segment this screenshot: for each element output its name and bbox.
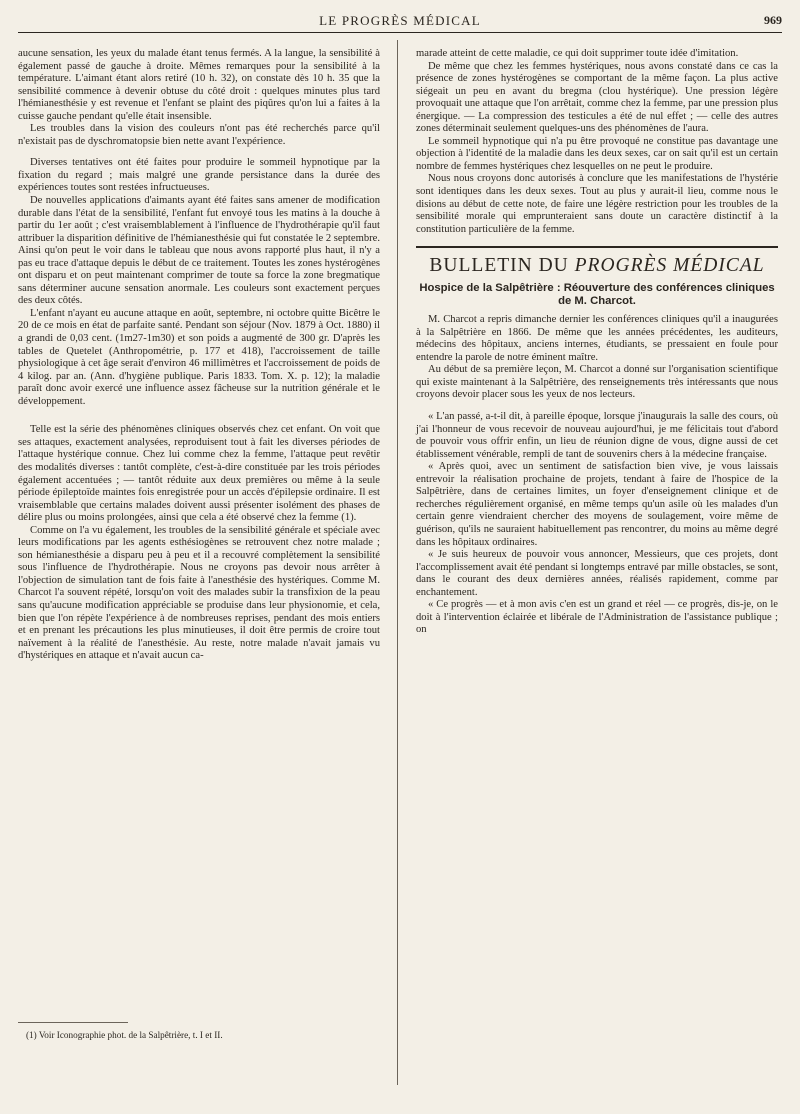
right-column <box>416 48 778 1088</box>
running-head: LE PROGRÈS MÉDICAL <box>319 13 481 28</box>
paragraph: M. Charcot a repris dimanche dernier les conférences cliniques qu'il a inaugurées à la Salpêtrière en 1866. De même que les années précédentes, les auditeurs, médecins des hôpitaux, anciens internes, étudiants, se pressaient en foule pour entendre la parole de notre éminent maître. <box>416 314 778 363</box>
paragraph: Telle est la série des phénomènes cliniques observés chez cet enfant. On voit que ses attaques, exactement analysées, reproduisent tout à fait les diverses périodes de l'attaque hystérique connue. Chez lui comme chez la femme, l'attaque peut revêtir des modalités diverses : tantôt complète, c'est-à-dire constituée par les trois périodes également accentuées ; — tantôt réduite aux deux premières ou même à la seule période épileptoïde maintes fois enregistrée pour un accès d'épilepsie ordinaire. Il est vraisemblable que certains malades doivent aussi présenter isolément des phases de délire plus ou moins prolongées, ainsi que cela a été observé chez la femme (1). <box>18 424 380 524</box>
bulletin-title <box>416 254 778 278</box>
footnote-rule <box>18 1022 128 1023</box>
footnote: (1) Voir Iconographie phot. de la Salpêtrière, t. I et II. <box>26 1030 223 1040</box>
quotation <box>416 411 778 637</box>
section-heading: Hospice de la Salpêtrière : Réouverture des conférences cliniques de M. Charcot. <box>419 282 775 308</box>
quote-paragraph: « Après quoi, avec un sentiment de satisfaction bien vive, je vous laissais entrevoir la réalisation prochaine de projets, tendant à faire de l'hospice de la Salpêtrière, dans de certaines limites, un foyer d'enseignement clinique et de recherches régulièrement organisé, en même temps qu'un asile où les malades d'un certain genre viendraient chercher des moyens de soulagement, voire même de guérison, qu'ils ne sauraient habituellement pas rencontrer, du moins au même degré dans les hôpitaux ordinaires. <box>416 461 778 548</box>
paragraph: Nous nous croyons donc autorisés à conclure que les manifestations de l'hystérie sont identiques dans les deux sexes. Tout au plus y aurait-il lieu, comme nous le disions au début de cette note, de faire une légère restriction pour les troubles de la sensibilité morale qui emprunteraient sans doute un caractère distinctif à la constitution particulière de la femme. <box>416 173 778 235</box>
left-column <box>18 48 380 1048</box>
paragraph: Comme on l'a vu également, les troubles de la sensibilité générale et spéciale avec leurs modifications par les agents esthésiogènes se retrouvent chez notre malade ; son hémianesthésie a disparu peu à peu et il a recouvré complètement la sensibilité sous l'influence de l'hydrothérapie. Nous ne croyons pas devoir nous arrêter à l'objection de simulation tant de fois faite à l'anesthésie des hystériques. Comme M. Charcot l'a souvent répété, lorsqu'on voit des malades subir la transfixion de la peau sans qu'aucune modification appréciable se produise dans leur physionomie, et cela, bien que l'on répète l'expérience à de nombreuses reprises, pendant des mois entiers et en prenant les précautions les plus minutieuses, il doit être permis de croire tout naïvement à la réalité de l'anesthésie. Au reste, notre malade n'avait jamais vu d'hystériques en attaque et n'avait aucun ca- <box>18 524 380 662</box>
paragraph: Le sommeil hypnotique qui n'a pu être provoqué ne constitue pas davantage une objection à l'identité de la maladie dans les deux sexes, car on sait qu'il est un certain nombre de femmes hystériques chez lesquelles on ne peut le produire. <box>416 135 778 172</box>
paragraph: Diverses tentatives ont été faites pour produire le sommeil hypnotique par la fixation du regard ; mais malgré une grande persistance dans la durée des expériences toutes sont restées infructueuses. <box>18 157 380 194</box>
page-header <box>18 10 782 33</box>
paragraph: De même que chez les femmes hystériques, nous avons constaté dans ce cas la présence de zones hystérogènes se comportant de la même façon. La plus active siégeait un peu en avant du bregma (clou hystérique). Une pression légère provoquait une attaque que l'on arrêtait, comme chez la femme, par une pression plus énergique. — La compression des testicules a été de nul effet ; — celle des autres zones déterminait seulement quelques-uns des phénomènes de l'aura. <box>416 60 778 135</box>
column-divider <box>397 40 398 1085</box>
quote-paragraph: « L'an passé, a-t-il dit, à pareille époque, lorsque j'inaugurais la salle des cours, où j'ai l'honneur de vous recevoir de nouveau aujourd'hui, je me félicitais tout d'abord de pouvoir vous offrir enfin, un lieu de réunion digne de vous, digne aussi de cet établissement vénérable, rempli de tant de souvenirs chers à la médecine française. <box>416 411 778 460</box>
paragraph: aucune sensation, les yeux du malade étant tenus fermés. A la langue, la sensibilité à également passé de gauche à droite. Mêmes remarques pour la sensibilité à la température. L'aimant étant alors retiré (10 h. 32), on constate dès 10 h. 35 que la sensibilité commence à devenir obtuse du côté droit : quelques minutes plus tard l'hémianesthésie y est revenue et l'enfant se plaint des piqûres qu'on lui a faites à la cuisse gauche pendant qu'elle était insensible. <box>18 48 380 122</box>
paragraph: marade atteint de cette maladie, ce qui doit supprimer toute idée d'imitation. <box>416 48 739 59</box>
paragraph: L'enfant n'ayant eu aucune attaque en août, septembre, ni octobre quitte Bicêtre le 20 de ce mois en état de parfaite santé. Pendant son séjour (Nov. 1879 à Oct. 1880) il a grandi de 0,03 cent. (1m27-1m30) et son poids a augmenté de 300 gr. D'après les tables de Quetelet (Anthropométrie, p. 177 et 418), l'accroissement de taille physiologique à cet âge serait d'environ 46 millimètres et l'accroissement de poids de 4 kilog. par an. (Ann. d'hygiène publique. Paris 1833. Tom. X. p. 12); la maladie paraît donc avoir exercé une influence assez fâcheuse sur la nutrition générale et le développement. <box>18 307 380 407</box>
paragraph: Les troubles dans la vision des couleurs n'ont pas été recherchés parce qu'il n'existait pas de dyschromatopsie bien nette avant l'expérience. <box>18 123 380 147</box>
bulletin-title-prefix: BULLETIN DU <box>429 255 569 277</box>
section-rule <box>416 246 778 248</box>
page-number: 969 <box>764 13 782 27</box>
quote-paragraph: « Ce progrès — et à mon avis c'en est un grand et réel — ce progrès, dis-je, on le doit à l'intervention éclairée et libérale de l'Administration de l'assistance publique ; on <box>416 599 778 636</box>
quote-paragraph: « Je suis heureux de pouvoir vous annoncer, Messieurs, que ces projets, dont l'accomplissement avait été pendant si longtemps entravé par mille obstacles, se sont, dans le courant des deux dernières années, réalisés rapidement, comme par enchantement. <box>416 549 778 598</box>
paragraph: De nouvelles applications d'aimants ayant été faites sans amener de modification durable dans l'état de la sensibilité, l'enfant fut envoyé tous les matins à la douche à partir du 1er août ; c'est vraisemblablement à l'influence de l'hydrothérapie qu'il faut attribuer la disparition définitive de l'hémianesthésie qui fut constatée le 2 septembre. Ainsi qu'on peut le voir dans le tableau que nous avons rapporté plus haut, il n'y a pas eu trace d'attaque depuis le début de ce traitement. Toutes les zones hystérogènes ont disparu et on peut maintenant comprimer de toute sa force la zone bregmatique sans déterminer aucune sensation anormale. Les couleurs sont exactement perçues des deux côtés. <box>18 195 380 307</box>
bulletin-title-journal: PROGRÈS MÉDICAL <box>574 255 765 277</box>
paragraph: Au début de sa première leçon, M. Charcot a donné sur l'organisation scientifique qui existe maintenant à la Salpêtrière, des renseignements très intéressants que nous croyons devoir placer sous les yeux de nos lecteurs. <box>416 364 778 401</box>
